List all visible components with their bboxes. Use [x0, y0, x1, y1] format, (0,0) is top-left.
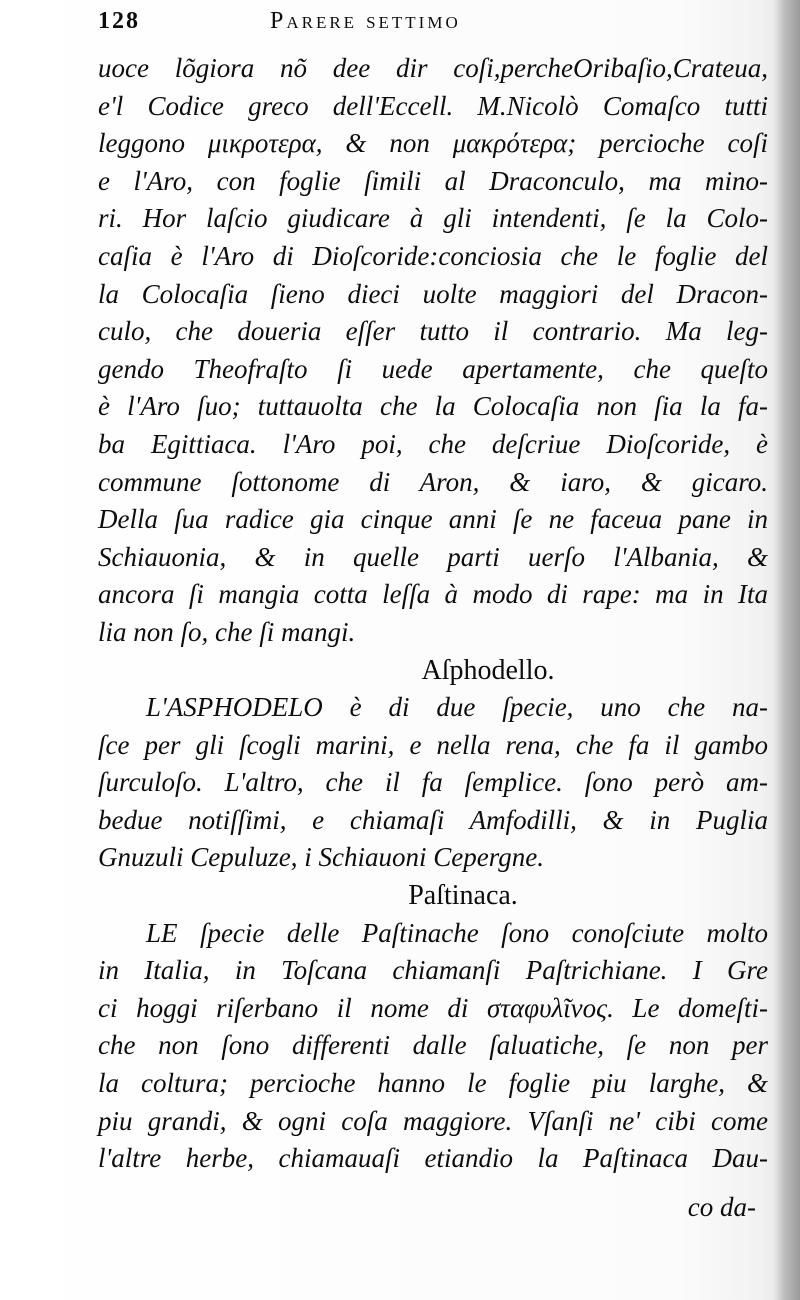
- text-line: ba Egittiaca. l'Aro poi, che deſcriue Dioſcoride, è: [98, 428, 768, 459]
- text-line: la coltura; percioche hanno le foglie piu larghe, &: [98, 1068, 768, 1099]
- text-line: Gnuzuli Cepuluze, i Schiauoni Cepergne.: [98, 842, 544, 873]
- text-line: culo, che doueria eſſer tutto il contrario. Ma leg-: [98, 316, 768, 347]
- text-line: commune ſottonome di Aron, & iaro, & gicaro.: [98, 466, 768, 497]
- text-line: ſurculoſo. L'altro, che il fa ſemplice. ſono però am-: [98, 767, 768, 798]
- text-line: e l'Aro, con foglie ſimili al Draconculo, ma mino-: [98, 165, 768, 196]
- text-line: Della ſua radice gia cinque anni ſe ne faceua pane in: [98, 504, 768, 535]
- text-line: gendo Theofraſto ſi uede apertamente, che queſto: [98, 353, 768, 384]
- page-number: 128: [98, 8, 140, 34]
- text-line: in Italia, in Toſcana chiamanſi Paſtrichiane. I Gre: [98, 955, 768, 986]
- text-line: bedue notiſſimi, e chiamaſi Amfodilli, & in Puglia: [98, 804, 768, 835]
- text-line: Schiauonia, & in quelle parti uerſo l'Albania, &: [98, 541, 768, 572]
- text-line: e'l Codice greco dell'Eccell. M.Nicolò Comaſco tutti: [98, 90, 768, 121]
- text-line: uoce lõgiora nõ dee dir coſi,percheOribaſio,Crateua,: [98, 53, 768, 83]
- text-line: ri. Hor laſcio giudicare à gli intendenti, ſe la Colo-: [98, 203, 768, 234]
- text-line: ancora ſi mangia cotta leſſa à modo di rape: ma in Ita: [98, 579, 768, 610]
- text-line: che non ſono differenti dalle ſaluatiche, ſe non per: [98, 1030, 768, 1061]
- text-line: caſia è l'Aro di Dioſcoride:conciosia che le foglie del: [98, 240, 768, 271]
- text-line: LE ſpecie delle Paſtinache ſono conoſciute molto: [146, 917, 768, 948]
- text-line: ſce per gli ſcogli marini, e nella rena, che fa il gambo: [98, 729, 768, 760]
- text-line: l'altre herbe, chiamauaſi etiandio la Paſtinaca Dau-: [98, 1143, 768, 1174]
- section-heading-asphodello: Aſphodello.: [421, 654, 555, 686]
- running-head: Parere settimo: [270, 8, 461, 34]
- section-heading-pastinaca: Paſtinaca.: [408, 880, 518, 912]
- text-line: L'ASPHODELO è di due ſpecie, uno che na-: [146, 692, 768, 723]
- text-line: la Colocaſia ſieno dieci uolte maggiori del Dracon-: [98, 278, 768, 309]
- page-edge-shadow: [774, 0, 800, 1300]
- text-line: piu grandi, & ogni coſa maggiore. Vſanſi ne' cibi come: [98, 1105, 768, 1136]
- text-line: ci hoggi riſerbano il nome di σταφυλῖνος. Le domeſti-: [98, 992, 768, 1023]
- text-line: lia non ſo, che ſi mangi.: [98, 616, 356, 647]
- catchword: co da-: [687, 1192, 756, 1222]
- text-line: leggono μικροτερα, & non μακρότερα; percioche coſi: [98, 128, 768, 159]
- text-line: è l'Aro ſuo; tuttauolta che la Colocaſia non ſia la fa-: [98, 391, 768, 422]
- body-text: [98, 50, 768, 1178]
